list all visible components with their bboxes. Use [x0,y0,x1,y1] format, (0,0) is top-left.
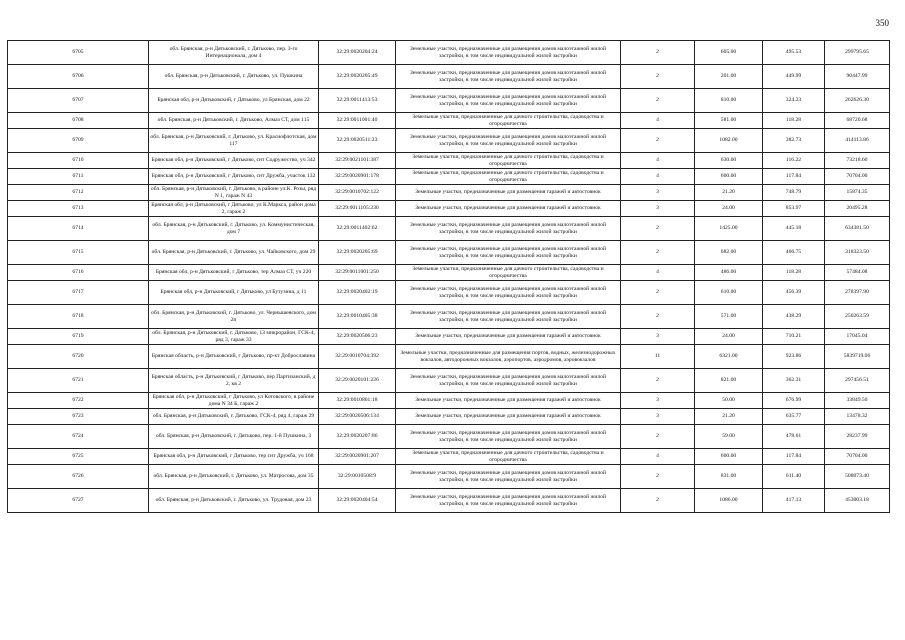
area-cell: 201.00 [695,65,763,89]
area-cell: 600.00 [695,449,763,465]
land-use-cell: Земельные участки, предназначенные для размещения домов малоэтажной жилой застройки, в том числе индивидуальной жилой застройки [396,465,621,489]
row-number: 6711 [8,169,149,185]
address-cell: Брянская обл, р-н Дятьковский, г Дятьково, ул Бутузина, д 11 [149,281,319,305]
specific-value-cell: 676.99 [763,393,825,409]
row-number: 6725 [8,449,149,465]
row-number: 6713 [8,201,149,217]
row-number: 6726 [8,465,149,489]
cadastral-value-cell: 250263.59 [825,305,890,329]
area-cell: 21.20 [695,409,763,425]
cadastral-value-cell: 33849.50 [825,393,890,409]
cadastral-value-cell: 68720.68 [825,113,890,129]
group-cell: 2 [621,129,695,153]
area-cell: 810.00 [695,89,763,113]
table-row [8,129,890,153]
cadastral-number-cell: 32:29:0020204:24 [319,41,396,65]
cadastral-value-cell: 17045.04 [825,329,890,345]
address-cell: обл. Брянская, р-н Дятьковский, г. Дятьково, пер. 3-го Интернационала, дом 4 [149,41,319,65]
cadastral-number-cell: 32:29:0020901:207 [319,449,396,465]
cadastral-number-cell: 32:29:0010801:18 [319,393,396,409]
area-cell: 581.00 [695,113,763,129]
specific-value-cell: 116.22 [763,153,825,169]
group-cell: 2 [621,465,695,489]
area-cell: 59.00 [695,425,763,449]
cadastral-value-cell: 20495.28 [825,201,890,217]
cadastral-value-cell: 634381.50 [825,217,890,241]
land-use-cell: Земельные участки, предназначенные для дачного строительства, садоводства и огородничества [396,169,621,185]
group-cell: 3 [621,329,695,345]
address-cell: обл. Брянская, р-н Дятьковский, г. Дятьково, в районе ул.К. Розы, ряд N 1, гараж N 43 [149,185,319,201]
cadastral-number-cell: 32:29:0010702:122 [319,185,396,201]
land-use-cell: Земельные участки, предназначенные для дачного строительства, садоводства и огородничества [396,153,621,169]
group-cell: 4 [621,169,695,185]
page-number: 350 [875,18,889,28]
row-number: 6722 [8,393,149,409]
address-cell: обл. Брянская, р-н Дятьковский, г. Дятьково, Алмаз СТ, дом 115 [149,113,319,129]
area-cell: 821.00 [695,369,763,393]
address-cell: обл. Брянская, р-н Дятьковский, г. Дятьково, пер. 1-й Пушкина, 3 [149,425,319,449]
group-cell: 2 [621,89,695,113]
group-cell: 2 [621,41,695,65]
specific-value-cell: 466.75 [763,241,825,265]
table-row [8,185,890,201]
address-cell: обл. Брянская, р-н Дятьковский, г. Дятьково, 13 микрорайон, ГСК-4, ряд 3, гараж 33 [149,329,319,345]
table-row [8,345,890,369]
row-number: 6719 [8,329,149,345]
address-cell: Брянская обл, р-н Дятьковский, г Дятьково, ул Брянская, дом 22 [149,89,319,113]
cadastral-value-cell: 73218.60 [825,153,890,169]
row-number: 6712 [8,185,149,201]
specific-value-cell: 495.53 [763,41,825,65]
group-cell: 3 [621,393,695,409]
row-number: 6723 [8,409,149,425]
cadastral-value-cell: 70704.00 [825,449,890,465]
land-use-cell: Земельные участки, предназначенные для размещения гаражей и автостоянок [396,393,621,409]
cadastral-number-cell: 32:29:0010405:38 [319,305,396,329]
group-cell: 2 [621,369,695,393]
group-cell: 4 [621,265,695,281]
row-number: 6715 [8,241,149,265]
cadastral-number-cell: 32:29:0010508:9 [319,465,396,489]
cadastral-value-cell: 453003.18 [825,489,890,513]
address-cell: обл. Брянская, р-н Дятьковский, г. Дятьково, ул. Чернышевского, дом 2п [149,305,319,329]
cadastral-number-cell: 32:29:0020101:226 [319,369,396,393]
land-use-cell: Земельные участки, предназначенные для дачного строительства, садоводства и огородничества [396,113,621,129]
specific-value-cell: 117.84 [763,449,825,465]
cadastral-value-cell: 57484.08 [825,265,890,281]
specific-value-cell: 853.97 [763,201,825,217]
land-use-cell: Земельные участки, предназначенные для размещения домов малоэтажной жилой застройки, в том числе индивидуальной жилой застройки [396,281,621,305]
cadastral-value-cell: 13478.32 [825,409,890,425]
cadastral-number-cell: 32:29:0020506:134 [319,409,396,425]
group-cell: 2 [621,217,695,241]
cadastral-number-cell: 32:29:0011402:62 [319,217,396,241]
specific-value-cell: 478.61 [763,425,825,449]
row-number: 6727 [8,489,149,513]
address-cell: обл. Брянская, р-н Дятьковский, г. Дятьково, ул. Матросова, дом 35 [149,465,319,489]
cadastral-number-cell: 32:29:0011413:53 [319,89,396,113]
row-number: 6718 [8,305,149,329]
area-cell: 6321.00 [695,345,763,369]
land-use-cell: Земельные участки, предназначенные для размещения домов малоэтажной жилой застройки, в том числе индивидуальной жилой застройки [396,129,621,153]
address-cell: Брянская обл, р-н Дятьковский, г Дятьково, снт Дружба, участок 132 [149,169,319,185]
row-number: 6720 [8,345,149,369]
cadastral-number-cell: 32:29:0020205:49 [319,65,396,89]
specific-value-cell: 118.28 [763,265,825,281]
area-cell: 630.00 [695,153,763,169]
group-cell: 3 [621,201,695,217]
cadastral-number-cell: 32:29:0020402:19 [319,281,396,305]
specific-value-cell: 118.28 [763,113,825,129]
group-cell: 4 [621,449,695,465]
group-cell: 11 [621,345,695,369]
group-cell: 3 [621,185,695,201]
group-cell: 2 [621,281,695,305]
group-cell: 2 [621,489,695,513]
table-row [8,153,890,169]
area-cell: 486.00 [695,265,763,281]
group-cell: 2 [621,65,695,89]
area-cell: 1425.00 [695,217,763,241]
table-row [8,169,890,185]
table-row [8,113,890,129]
specific-value-cell: 445.18 [763,217,825,241]
area-cell: 24.00 [695,201,763,217]
land-use-cell: Земельные участки, предназначенные для размещения домов малоэтажной жилой застройки, в том числе индивидуальной жилой застройки [396,305,621,329]
table-row [8,393,890,409]
address-cell: Брянская обл, р-н Дятьковский, г Дятьково, снт Содружество, уч 342 [149,153,319,169]
table-body [8,41,890,513]
land-use-cell: Земельные участки, предназначенные для дачного строительства, садоводства и огородничества [396,449,621,465]
table-row [8,265,890,281]
land-use-cell: Земельные участки, предназначенные для дачного строительства, садоводства и огородничества [396,265,621,281]
address-cell: Брянская обл, р-н Дятьковский, г Дятьково, ул Котовского, в районе дома N 34 Б, гараж 2 [149,393,319,409]
table-row [8,465,890,489]
row-number: 6708 [8,113,149,129]
area-cell: 610.00 [695,281,763,305]
specific-value-cell: 748.79 [763,185,825,201]
address-cell: Брянская область, р-н Дятьковский, г Дятьково, пр-кт Доброславина [149,345,319,369]
group-cell: 4 [621,153,695,169]
land-use-cell: Земельные участки, предназначенные для размещения домов малоэтажной жилой застройки, в том числе индивидуальной жилой застройки [396,41,621,65]
row-number: 6706 [8,65,149,89]
land-use-cell: Земельные участки, предназначенные для размещения гаражей и автостоянок [396,201,621,217]
land-use-cell: Земельные участки, предназначенные для размещения домов малоэтажной жилой застройки, в том числе индивидуальной жилой застройки [396,241,621,265]
table-row [8,41,890,65]
group-cell: 4 [621,113,695,129]
area-cell: 605.00 [695,41,763,65]
row-number: 6714 [8,217,149,241]
row-number: 6707 [8,89,149,113]
area-cell: 24.00 [695,329,763,345]
group-cell: 3 [621,409,695,425]
area-cell: 50.00 [695,393,763,409]
row-number: 6709 [8,129,149,153]
address-cell: обл. Брянская, р-н Дятьковский, г. Дятьково, ул. Краснофлотская, дом 117 [149,129,319,153]
cadastral-number-cell: 32:29:0020404:54 [319,489,396,513]
specific-value-cell: 611.40 [763,465,825,489]
table-row [8,65,890,89]
row-number: 6717 [8,281,149,305]
cadastral-number-cell: 32:29:0020511:23 [319,129,396,153]
cadastral-value-cell: 15874.35 [825,185,890,201]
area-cell: 1086.00 [695,489,763,513]
specific-value-cell: 362.31 [763,369,825,393]
land-use-cell: Земельные участки, предназначенные для размещения домов малоэтажной жилой застройки, в том числе индивидуальной жилой застройки [396,65,621,89]
table-row [8,281,890,305]
cadastral-value-cell: 318323.50 [825,241,890,265]
specific-value-cell: 923.86 [763,345,825,369]
table-row [8,201,890,217]
cadastral-value-cell: 70704.00 [825,169,890,185]
specific-value-cell: 456.39 [763,281,825,305]
cadastral-number-cell: 32:29:0011001:40 [319,113,396,129]
table-row [8,329,890,345]
area-cell: 600.00 [695,169,763,185]
table-row [8,305,890,329]
specific-value-cell: 710.21 [763,329,825,345]
address-cell: обл. Брянская, р-н Дятьковский, г. Дятьково, ул. Коммунистическая, дом 7 [149,217,319,241]
table-row [8,449,890,465]
cadastral-number-cell: 32:29:0010704:392 [319,345,396,369]
cadastral-value-cell: 90447.99 [825,65,890,89]
land-use-cell: Земельные участки, предназначенные для размещения домов малоэтажной жилой застройки, в том числе индивидуальной жилой застройки [396,217,621,241]
table-row [8,409,890,425]
area-cell: 682.00 [695,241,763,265]
land-use-cell: Земельные участки, предназначенные для размещения портов, водных, железнодорожных вокзалов, автодорожных вокзалов, аэропортов, аэродромов, аэровокзалов [396,345,621,369]
table-row [8,425,890,449]
cadastral-value-cell: 262626.30 [825,89,890,113]
address-cell: обл. Брянская, р-н Дятьковский, г. Дятьково, ГСК-4, ряд 4, гараж 29 [149,409,319,425]
cadastral-number-cell: 32:29:0020207:86 [319,425,396,449]
land-use-cell: Земельные участки, предназначенные для размещения гаражей и автостоянок [396,409,621,425]
address-cell: обл. Брянская, р-н Дятьковский, г. Дятьково, ул. Чайковского, дом 29 [149,241,319,265]
area-cell: 1082.00 [695,129,763,153]
table-row [8,241,890,265]
specific-value-cell: 324.23 [763,89,825,113]
area-cell: 831.00 [695,465,763,489]
specific-value-cell: 382.73 [763,129,825,153]
row-number: 6705 [8,41,149,65]
group-cell: 2 [621,241,695,265]
address-cell: обл. Брянская, р-н Дятьковский, г. Дятьково, ул. Трудовая, дом 23 [149,489,319,513]
cadastral-number-cell: 32:29:0011001:250 [319,265,396,281]
address-cell: Брянская обл, р-н Дятьковский, г Дятьково, тер снт Дружба, уч 168 [149,449,319,465]
land-use-cell: Земельные участки, предназначенные для размещения домов малоэтажной жилой застройки, в том числе индивидуальной жилой застройки [396,89,621,113]
table-row [8,369,890,393]
specific-value-cell: 417.13 [763,489,825,513]
address-cell: Брянская обл, р-н Дятьковский, г Дятьково, тер Алмаз СТ, уч 220 [149,265,319,281]
cadastral-value-cell: 5839719.06 [825,345,890,369]
area-cell: 21.20 [695,185,763,201]
row-number: 6710 [8,153,149,169]
cadastral-value-cell: 278397.90 [825,281,890,305]
cadastral-value-cell: 299795.65 [825,41,890,65]
row-number: 6721 [8,369,149,393]
land-use-cell: Земельные участки, предназначенные для размещения домов малоэтажной жилой застройки, в том числе индивидуальной жилой застройки [396,489,621,513]
specific-value-cell: 635.77 [763,409,825,425]
specific-value-cell: 117.84 [763,169,825,185]
cadastral-number-cell: 32:29:0020901:178 [319,169,396,185]
row-number: 6724 [8,425,149,449]
group-cell: 2 [621,305,695,329]
address-cell: обл. Брянская, р-н Дятьковский, г. Дятьково, ул. Пушкина [149,65,319,89]
land-use-cell: Земельные участки, предназначенные для размещения домов малоэтажной жилой застройки, в том числе индивидуальной жилой застройки [396,369,621,393]
area-cell: 571.00 [695,305,763,329]
land-use-cell: Земельные участки, предназначенные для размещения гаражей и автостоянок [396,185,621,201]
address-cell: Брянская область, р-н Дятьковский, г Дятьково, пер Партизанский, д 2, кв 2 [149,369,319,393]
address-cell: Брянская обл, р-н Дятьковский, г Дятьково, ул К.Маркса, район дома 2, гараж 2 [149,201,319,217]
row-number: 6716 [8,265,149,281]
cadastral-number-cell: 32:29:0021101:387 [319,153,396,169]
cadastral-value-cell: 414113.86 [825,129,890,153]
table-row [8,217,890,241]
land-use-cell: Земельные участки, предназначенные для размещения домов малоэтажной жилой застройки, в том числе индивидуальной жилой застройки [396,425,621,449]
specific-value-cell: 449.99 [763,65,825,89]
cadastral-number-cell: 32:29:0011105:230 [319,201,396,217]
table-row [8,489,890,513]
group-cell: 2 [621,425,695,449]
specific-value-cell: 438.29 [763,305,825,329]
cadastral-number-cell: 32:29:0020506:23 [319,329,396,345]
cadastral-value-cell: 508073.40 [825,465,890,489]
land-use-cell: Земельные участки, предназначенные для размещения гаражей и автостоянок [396,329,621,345]
cadastral-value-cell: 28237.99 [825,425,890,449]
cadastral-value-table [7,40,890,513]
table-row [8,89,890,113]
cadastral-value-cell: 297456.51 [825,369,890,393]
cadastral-number-cell: 32:29:0020205:69 [319,241,396,265]
